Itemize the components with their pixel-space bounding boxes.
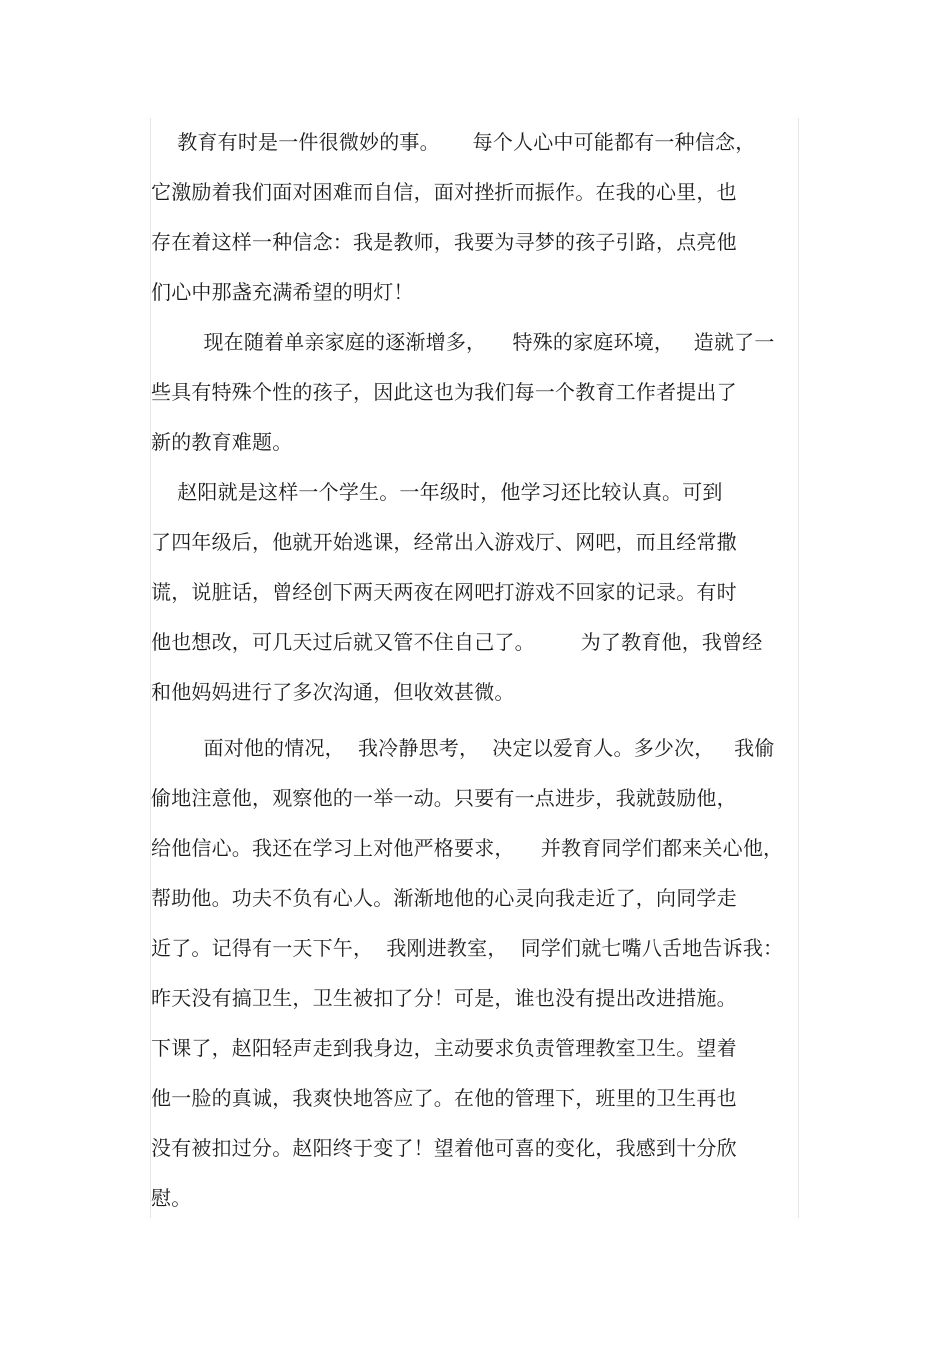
text-line: 谎，说脏话，曾经创下两天两夜在网吧打游戏不回家的记录。有时 xyxy=(151,580,737,604)
text-line: 他也想改，可几天过后就又管不住自己了。 为了教育他，我曾经 xyxy=(151,630,763,654)
text-line: 和他妈妈进行了多次沟通，但收效甚微。 xyxy=(151,680,515,704)
text-line: 现在随着单亲家庭的逐渐增多， 特殊的家庭环境， 造就了一 xyxy=(151,330,775,354)
text-line: 帮助他。功夫不负有心人。渐渐地他的心灵向我走近了，向同学走 xyxy=(151,886,737,910)
text-line: 偷地注意他，观察他的一举一动。只要有一点进步，我就鼓励他， xyxy=(151,786,737,810)
text-line: 面对他的情况， 我冷静思考， 决定以爱育人。多少次， 我偷 xyxy=(151,736,775,760)
text-line: 没有被扣过分。赵阳终于变了！望着他可喜的变化，我感到十分欣 xyxy=(151,1136,737,1160)
text-line: 赵阳就是这样一个学生。一年级时，他学习还比较认真。可到 xyxy=(151,480,723,504)
text-line: 下课了，赵阳轻声走到我身边，主动要求负责管理教室卫生。望着 xyxy=(151,1036,737,1060)
text-line: 昨天没有搞卫生，卫生被扣了分！可是，谁也没有提出改进措施。 xyxy=(151,986,737,1010)
text-line: 慰。 xyxy=(151,1186,192,1210)
text-line: 们心中那盏充满希望的明灯！ xyxy=(151,280,414,304)
text-line: 它激励着我们面对困难而自信，面对挫折而振作。在我的心里，也 xyxy=(151,180,737,204)
text-line: 他一脸的真诚，我爽快地答应了。在他的管理下，班里的卫生再也 xyxy=(151,1086,737,1110)
text-line: 存在着这样一种信念：我是教师，我要为寻梦的孩子引路，点亮他 xyxy=(151,230,737,254)
text-line: 些具有特殊个性的孩子，因此这也为我们每一个教育工作者提出了 xyxy=(151,380,737,404)
text-line: 给他信心。我还在学习上对他严格要求， 并教育同学们都来关心他， xyxy=(151,836,784,860)
text-line: 新的教育难题。 xyxy=(151,430,293,454)
right-margin-rule xyxy=(798,118,799,1218)
text-line: 近了。记得有一天下午， 我刚进教室， 同学们就七嘴八舌地告诉我： xyxy=(151,936,784,960)
text-line: 教育有时是一件很微妙的事。 每个人心中可能都有一种信念， xyxy=(151,130,756,154)
text-line: 了四年级后，他就开始逃课，经常出入游戏厅、网吧，而且经常撒 xyxy=(151,530,737,554)
